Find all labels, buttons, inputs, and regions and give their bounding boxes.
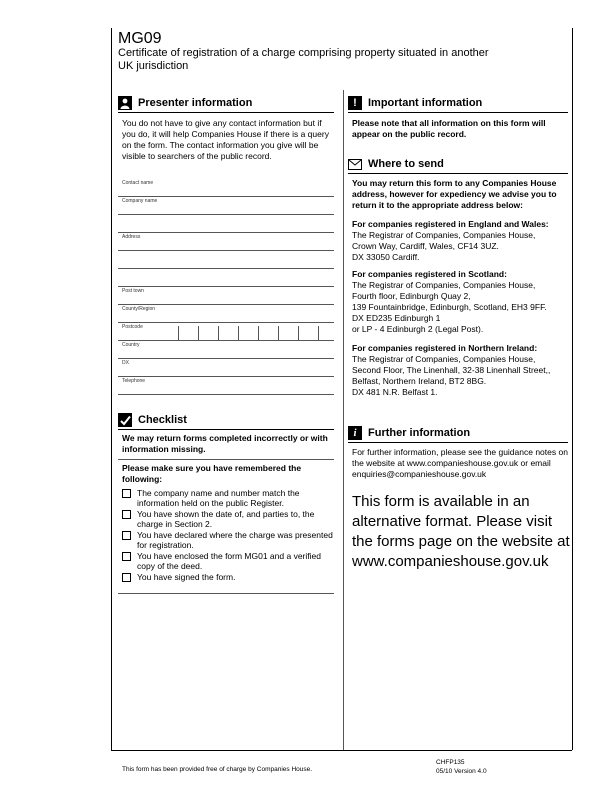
address-field[interactable]: [118, 232, 334, 251]
checklist-item-text: The company name and number match the information held on the public Register.: [137, 488, 300, 508]
footer-free-notice: This form has been provided free of charge by Companies House.: [122, 766, 313, 773]
england-line: Crown Way, Cardiff, Wales, CF14 3UZ.: [352, 241, 499, 251]
telephone-field[interactable]: [118, 376, 334, 395]
important-section-header: [348, 94, 568, 113]
checklist-remember: Please make sure you have remembered the following:: [122, 463, 302, 484]
center-divider: [343, 90, 344, 750]
right-frame-line: [572, 28, 573, 750]
checklist-item-text: You have declared where the charge was presented for registration.: [137, 530, 333, 550]
address-line-1[interactable]: [118, 214, 334, 233]
where-to-send-intro: You may return this form to any Companies House address, however for expediency we advise you to return it to the appropriate address below:: [352, 178, 557, 210]
scotland-line: Fourth floor, Edinburgh Quay 2,: [352, 291, 471, 301]
scotland-line: DX ED235 Edinburgh 1: [352, 313, 441, 323]
further-heading: Further information: [368, 427, 471, 439]
postcode-box-divider: [278, 326, 279, 340]
checklist-item[interactable]: [122, 530, 334, 550]
ni-line: Second Floor, The Linenhall, 32-38 Linenhall Street,,: [352, 365, 551, 375]
postcode-field[interactable]: [118, 322, 334, 341]
footer-chfp: CHFP135: [436, 759, 465, 766]
postcode-box-divider: [238, 326, 239, 340]
alt-format-notice: This form is available in an alternative format. Please visit the forms page on the website at www.companieshouse.gov.uk: [352, 493, 570, 570]
ni-line: The Registrar of Companies, Companies House,: [352, 354, 536, 364]
county-field[interactable]: [118, 304, 334, 323]
ni-line: DX 481 N.R. Belfast 1.: [352, 387, 438, 397]
checkbox[interactable]: [122, 531, 131, 540]
info-icon: i: [348, 426, 362, 440]
england-line: DX 33050 Cardiff.: [352, 252, 420, 262]
country-field[interactable]: [118, 340, 334, 359]
telephone-label: Telephone: [122, 378, 146, 384]
postcode-box-divider: [178, 326, 179, 340]
address-line-4[interactable]: [118, 268, 334, 287]
checklist-bottom-line: [118, 593, 334, 594]
footer-version: 05/10 Version 4.0: [436, 768, 487, 775]
where-to-send-heading: Where to send: [368, 158, 444, 170]
scotland-title: For companies registered in Scotland:: [352, 269, 507, 279]
postcode-label: Postcode: [122, 324, 143, 330]
scotland-line: 139 Fountainbridge, Edinburgh, Scotland, EH3 9FF.: [352, 302, 547, 312]
checklist-item[interactable]: [122, 509, 334, 529]
checklist-heading: Checklist: [138, 414, 187, 426]
ni-line: Belfast, Northern Ireland, BT2 8BG.: [352, 376, 487, 386]
checklist-item[interactable]: [122, 551, 334, 571]
contact-name-label: Contact name: [122, 180, 154, 186]
checklist-item-text: You have shown the date of, and parties to, the charge in Section 2.: [137, 509, 315, 529]
checklist-intro: We may return forms completed incorrectly or with information missing.: [122, 433, 328, 454]
presenter-section-header: [118, 94, 334, 113]
checklist-items: [122, 488, 334, 583]
post-town-label: Post town: [122, 288, 144, 294]
checkbox[interactable]: [122, 489, 131, 498]
checkbox[interactable]: [122, 573, 131, 582]
dx-label: DX: [122, 360, 129, 366]
country-label: Country: [122, 342, 140, 348]
left-frame-line: [111, 28, 112, 750]
scotland-line: The Registrar of Companies, Companies House,: [352, 280, 536, 290]
checklist-item-text: You have enclosed the form MG01 and a verified copy of the deed.: [137, 551, 321, 571]
bottom-frame-line: [111, 750, 572, 751]
address-line-3[interactable]: [118, 250, 334, 269]
address-label: Address: [122, 234, 141, 240]
dx-field[interactable]: [118, 358, 334, 377]
contact-name-field[interactable]: [118, 178, 334, 197]
postcode-box-divider: [258, 326, 259, 340]
person-icon: [118, 96, 132, 110]
postcode-box-divider: [298, 326, 299, 340]
company-name-field[interactable]: [118, 196, 334, 215]
checkmark-icon: [118, 413, 132, 427]
further-text: For further information, please see the guidance notes on the website at www.companieshouse.gov.uk or email enquiries@companieshouse.gov.uk: [352, 447, 568, 479]
further-section-header: [348, 424, 568, 443]
ni-block: [352, 343, 568, 398]
checklist-section-header: [118, 411, 334, 430]
england-block: [352, 219, 568, 263]
ni-title: For companies registered in Northern Ireland:: [352, 343, 538, 353]
company-name-label: Company name: [122, 198, 158, 204]
scotland-block: [352, 269, 568, 335]
envelope-icon: [348, 159, 362, 170]
england-title: For companies registered in England and Wales:: [352, 219, 549, 229]
checklist-item[interactable]: [122, 488, 334, 508]
checklist-item-text: You have signed the form.: [137, 572, 236, 582]
postcode-box-divider: [218, 326, 219, 340]
postcode-box-divider: [198, 326, 199, 340]
presenter-intro: You do not have to give any contact information but if you do, it will help Companies House if there is a query on the form. The contact information you give will be visible to searchers of the public record.: [122, 118, 329, 161]
checkbox[interactable]: [122, 552, 131, 561]
checklist-divider: [118, 459, 334, 460]
important-heading: Important information: [368, 97, 483, 109]
where-to-send-section-header: [348, 155, 568, 174]
exclamation-icon: !: [348, 96, 362, 110]
form-subtitle: Certificate of registration of a charge comprising property situated in another UK jurisdiction: [118, 47, 489, 72]
checklist-item[interactable]: [122, 572, 334, 582]
checkbox[interactable]: [122, 510, 131, 519]
presenter-heading: Presenter information: [138, 97, 253, 109]
county-label: County/Region: [122, 306, 156, 312]
post-town-field[interactable]: [118, 286, 334, 305]
form-code: MG09: [118, 30, 162, 47]
scotland-line: or LP - 4 Edinburgh 2 (Legal Post).: [352, 324, 484, 334]
postcode-box-divider: [318, 326, 319, 340]
england-line: The Registrar of Companies, Companies House,: [352, 230, 536, 240]
important-text: Please note that all information on this form will appear on the public record.: [352, 118, 546, 139]
